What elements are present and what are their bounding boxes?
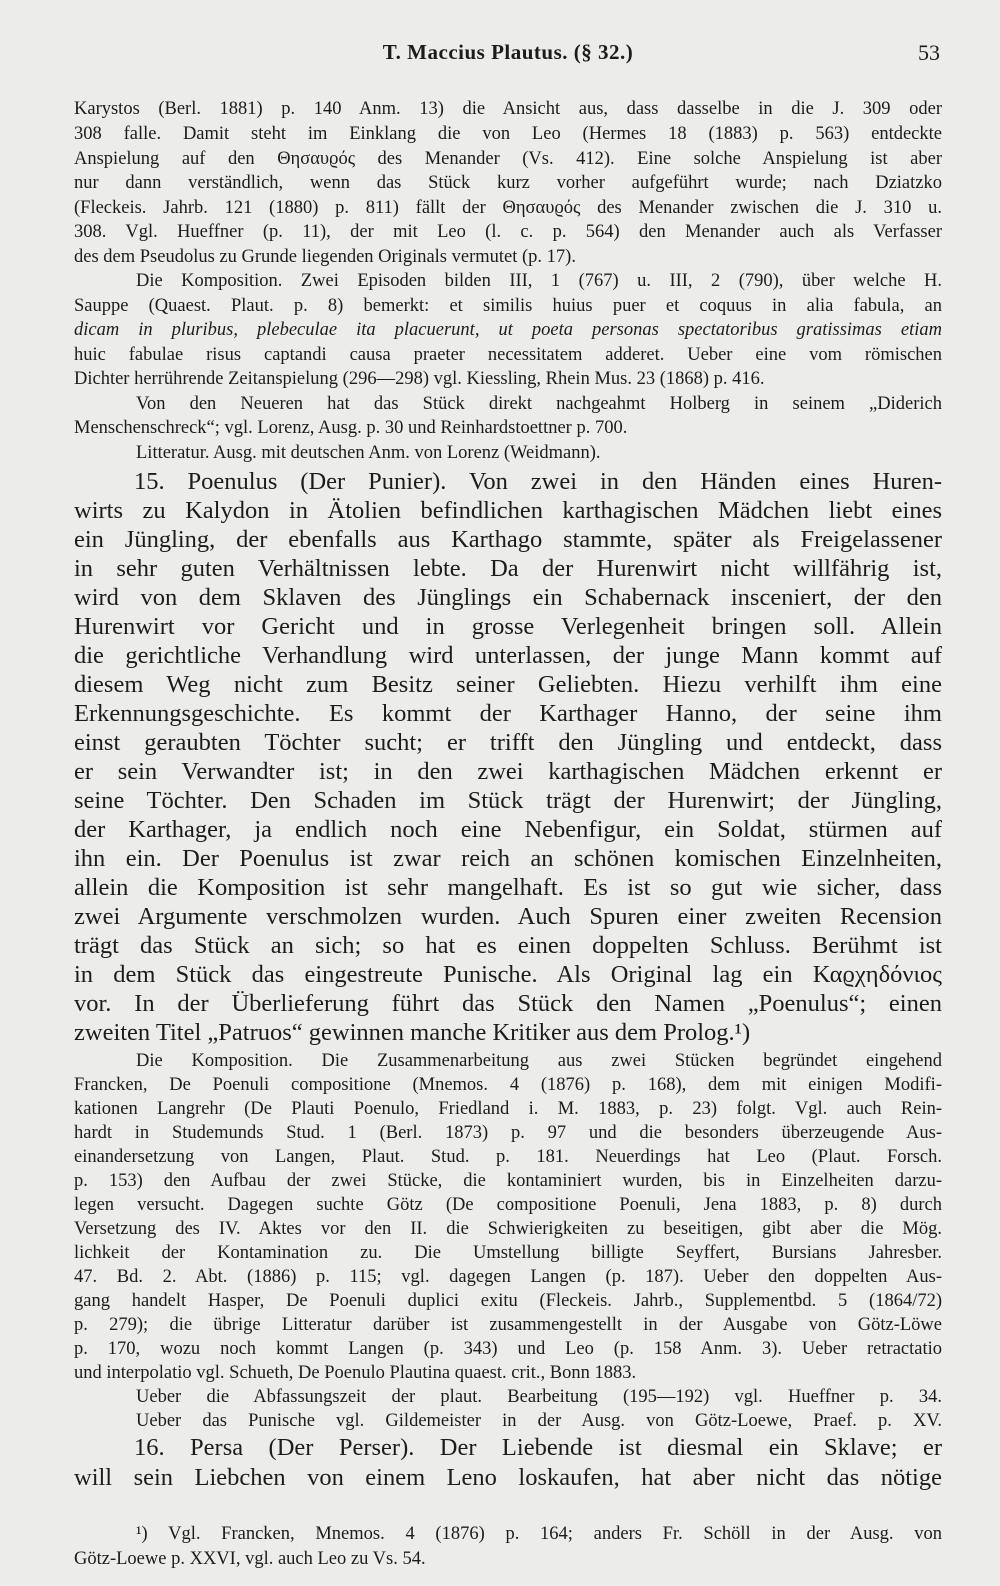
text-line: Menschenschreck“; vgl. Lorenz, Ausg. p. 30 und Reinhardstoettner p. 700. [74, 418, 628, 438]
text-line: dicam in pluribus, plebeculae ita placuerunt, ut poeta personas spectatoribus gratissimas etiam [74, 320, 942, 340]
text-line: Von den Neueren hat das Stück direkt nachgeahmt Holberg in seinem „Diderich [136, 394, 942, 414]
text-line: und interpolatio vgl. Schueth, De Poenulo Plautina quaest. crit., Bonn 1883. [74, 1363, 637, 1383]
text-line: vor. In der Überlieferung führt das Stück den Namen „Poenulus“; einen [74, 990, 942, 1017]
text-line: lichkeit der Kontamination zu. Die Umstellung billigte Seyffert, Bursians Jahresber. [74, 1243, 942, 1263]
text-line: huic fabulae risus captandi causa praeter necessitatem adderet. Ueber eine vom römischen [74, 345, 942, 365]
text-line: einandersetzung von Langen, Plaut. Stud. p. 181. Neuerdings hat Leo (Plaut. Forsch. [74, 1147, 942, 1167]
literature-heading-line: Litteratur. Ausg. mit deutschen Anm. von Lorenz (Weidmann). [136, 443, 601, 463]
text-line: Sauppe (Quaest. Plaut. p. 8) bemerkt: et similis huius puer et coquus in alia fabula, an [74, 296, 942, 316]
text-line: Versetzung des IV. Aktes vor den II. die Schwierigkeiten zu beseitigen, gibt aber die Mög. [74, 1219, 942, 1239]
text-line: kationen Langrehr (De Plauti Poenulo, Friedland i. M. 1883, p. 23) folgt. Vgl. auch Rein- [74, 1099, 942, 1119]
text-line: Die Komposition. Die Zusammenarbeitung aus zwei Stücken begründet eingehend [136, 1051, 942, 1071]
text-line: einst geraubten Töchter sucht; er trifft den Jüngling und entdeckt, dass [74, 729, 942, 756]
text-line: nur dann verständlich, wenn das Stück kurz vorher aufgeführt wurde; nach Dziatzko [74, 173, 942, 193]
text-line: will sein Liebchen von einem Leno loskaufen, hat aber nicht das nötige [74, 1464, 942, 1491]
text-line: Ueber die Abfassungszeit der plaut. Bearbeitung (195—192) vgl. Hueffner p. 34. [136, 1387, 942, 1407]
text-line: Karystos (Berl. 1881) p. 140 Anm. 13) die Ansicht aus, dass dasselbe in die J. 309 oder [74, 99, 942, 119]
text-line: (Fleckeis. Jahrb. 121 (1880) p. 811) fällt der Θησαυϱός des Menander zwischen die J. 310 u. [74, 198, 942, 218]
text-line: p. 279); die übrige Litteratur darüber ist zusammengestellt in der Ausgabe von Götz-Löwe [74, 1315, 942, 1335]
text-line: in sehr guten Verhältnissen lebte. Da der Hurenwirt nicht willfährig ist, [74, 555, 942, 582]
text-line: hardt in Studemunds Stud. 1 (Berl. 1873) p. 97 und die besonders überzeugende Aus- [74, 1123, 942, 1143]
text-line: Dichter herrührende Zeitanspielung (296—298) vgl. Kiessling, Rhein Mus. 23 (1868) p. 416. [74, 369, 765, 389]
text-line: p. 153) den Aufbau der zwei Stücke, die kontaminiert wurden, bis in Einzelheiten darzu- [74, 1171, 942, 1191]
page-number: 53 [918, 40, 940, 65]
text-line: Hurenwirt vor Gericht und in grosse Verlegenheit bringen soll. Allein [74, 613, 942, 640]
text-line: Ueber das Punische vgl. Gildemeister in der Ausg. von Götz-Loewe, Praef. p. XV. [136, 1411, 942, 1431]
footnote-line: ¹) Vgl. Francken, Mnemos. 4 (1876) p. 164; anders Fr. Schöll in der Ausg. von [136, 1524, 942, 1544]
text-line: diesem Weg nicht zum Besitz seiner Geliebten. Hiezu verhilft ihm eine [74, 671, 942, 698]
text-line: zwei Argumente verschmolzen wurden. Auch Spuren einer zweiten Recension [74, 903, 942, 930]
text-line: zweiten Titel „Patruos“ gewinnen manche Kritiker aus dem Prolog.¹) [74, 1019, 751, 1046]
text-line: Die Komposition. Zwei Episoden bilden III, 1 (767) u. III, 2 (790), über welche H. [136, 271, 942, 291]
text-line: trägt das Stück an sich; so hat es einen doppelten Schluss. Berühmt ist [74, 932, 942, 959]
text-line: ein Jüngling, der ebenfalls aus Karthago stammte, später als Freigelassener [74, 526, 942, 553]
text-line: 47. Bd. 2. Abt. (1886) p. 115; vgl. dagegen Langen (p. 187). Ueber den doppelten Aus- [74, 1267, 942, 1287]
section-heading-poenulus: 15. Poenulus (Der Punier). Von zwei in den Händen eines Huren- [134, 468, 942, 495]
footnote-line: Götz-Loewe p. XXVI, vgl. auch Leo zu Vs. 54. [74, 1549, 426, 1569]
text-line: allein die Komposition ist sehr mangelhaft. Es ist so gut wie sicher, dass [74, 874, 942, 901]
text-line: seine Töchter. Den Schaden im Stück trägt der Hurenwirt; der Jüngling, [74, 787, 942, 814]
text-line: die gerichtliche Verhandlung wird unterlassen, der junge Mann kommt auf [74, 642, 942, 669]
text-line: der Karthager, ja endlich noch eine Nebenfigur, ein Soldat, stürmen auf [74, 816, 942, 843]
text-line: 308. Vgl. Hueffner (p. 11), der mit Leo (l. c. p. 564) den Menander auch als Verfasser [74, 222, 942, 242]
text-line: gang handelt Hasper, De Poenuli duplici exitu (Fleckeis. Jahrb., Supplementbd. 5 (1864/72) [74, 1291, 942, 1311]
text-line: Francken, De Poenuli compositione (Mnemos. 4 (1876) p. 168), dem mit einigen Modifi- [74, 1075, 942, 1095]
text-line: des dem Pseudolus zu Grunde liegenden Originals vermutet (p. 17). [74, 247, 576, 267]
text-line: Anspielung auf den Θησαυϱός des Menander (Vs. 412). Eine solche Anspielung ist aber [74, 149, 942, 169]
running-title: T. Maccius Plautus. (§ 32.) [382, 40, 634, 64]
section-heading-persa: 16. Persa (Der Perser). Der Liebende ist diesmal ein Sklave; er [134, 1434, 942, 1461]
text-line: Erkennungsgeschichte. Es kommt der Karthager Hanno, der seine ihm [74, 700, 942, 727]
text-line: wirts zu Kalydon in Ätolien befindlichen karthagischen Mädchen liebt eines [74, 497, 942, 524]
text-line: in dem Stück das eingestreute Punische. Als Original lag ein Καϱχηδόνιος [74, 961, 942, 988]
text-line: ihn ein. Der Poenulus ist zwar reich an schönen komischen Einzelnheiten, [74, 845, 942, 872]
text-line: wird von dem Sklaven des Jünglings ein Schabernack insceniert, der den [74, 584, 942, 611]
text-line: legen versucht. Dagegen suchte Götz (De compositione Poenuli, Jena 1883, p. 8) durch [74, 1195, 942, 1215]
text-line: 308 falle. Damit steht im Einklang die von Leo (Hermes 18 (1883) p. 563) entdeckte [74, 124, 942, 144]
text-line: p. 170, wozu noch kommt Langen (p. 343) und Leo (p. 158 Anm. 3). Ueber retractatio [74, 1339, 942, 1359]
text-line: er sein Verwandter ist; in den zwei karthagischen Mädchen erkennt er [74, 758, 942, 785]
